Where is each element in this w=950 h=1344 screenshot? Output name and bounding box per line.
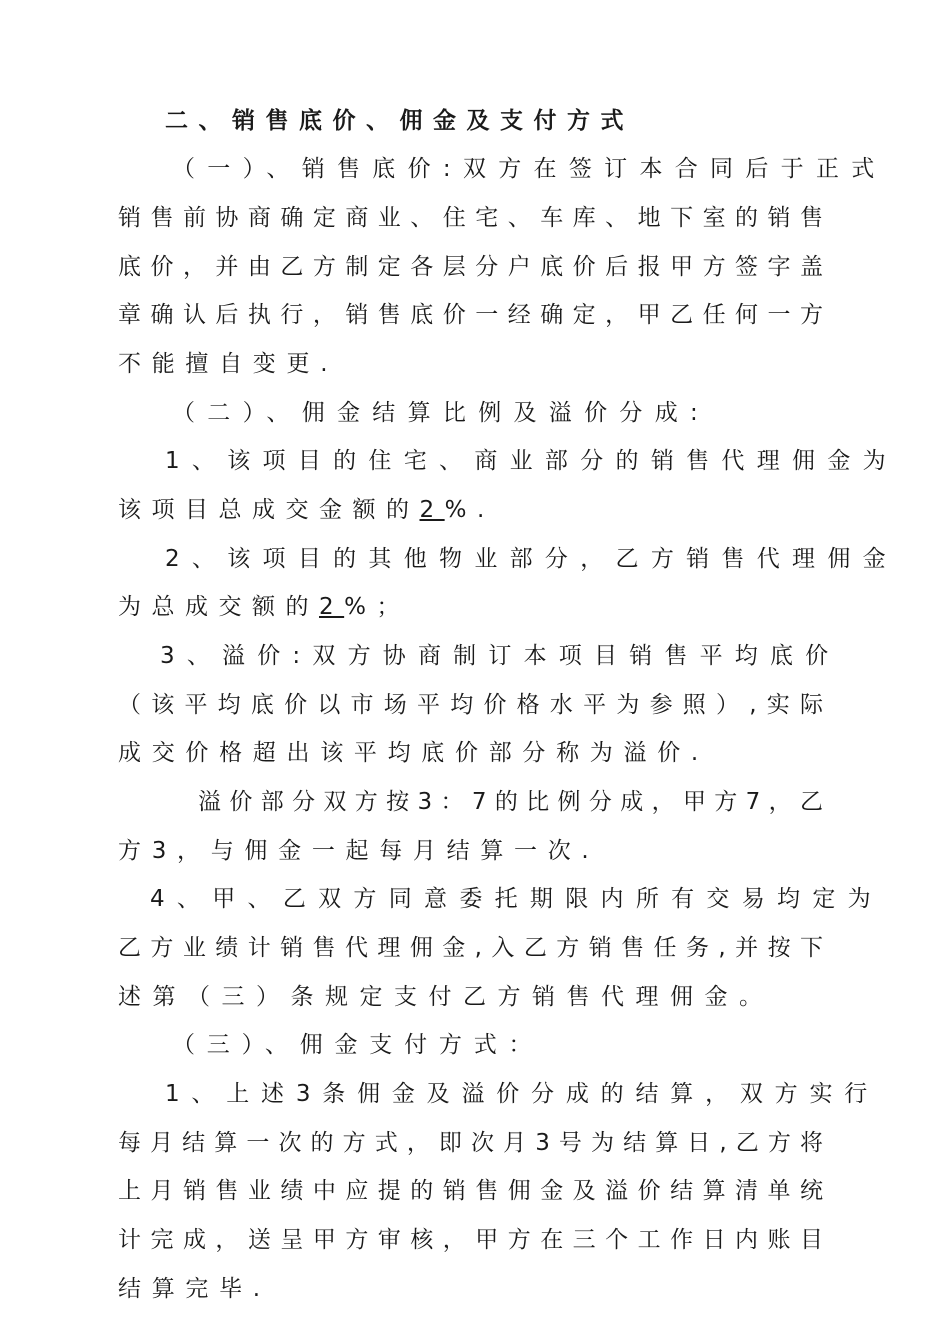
paragraph-line: （该平均底价以市场平均价格水平为参照）,实际	[118, 692, 823, 718]
paragraph-line: 结算完毕.	[118, 1276, 271, 1302]
commission-rate: 2	[419, 497, 445, 523]
paragraph-line: 章确认后执行，销售底价一经确定，甲乙任何一方	[118, 302, 823, 328]
paragraph-line: 上月销售业绩中应提的销售佣金及溢价结算清单统	[118, 1178, 823, 1204]
paragraph-line: 4、甲、乙双方同意委托期限内所有交易均定为	[150, 886, 883, 912]
paragraph-line: 1、该项目的住宅、商业部分的销售代理佣金为	[165, 448, 898, 474]
paragraph-line: 底价，并由乙方制定各层分户底价后报甲方签字盖	[118, 254, 823, 280]
paragraph-line: 不能擅自变更.	[118, 351, 339, 377]
paragraph-line: 2、该项目的其他物业部分，乙方销售代理佣金	[165, 546, 898, 572]
paragraph-line: （一）、销售底价:双方在签订本合同后于正式	[172, 156, 887, 182]
paragraph-line: 计完成，送呈甲方审核，甲方在三个工作日内账目	[118, 1227, 823, 1253]
paragraph-line: 1、上述3条佣金及溢价分成的结算，双方实行	[165, 1081, 880, 1107]
text-segment: 为总成交额的	[118, 594, 319, 620]
paragraph-line	[118, 592, 410, 622]
paragraph-line: 溢价部分双方按3：7的比例分成，甲方7，乙	[198, 789, 823, 815]
paragraph-line	[118, 495, 495, 525]
paragraph-line: 3、溢价:双方协商制订本项目销售平均底价	[160, 643, 841, 669]
subsection-title: （三）、佣金支付方式：	[172, 1032, 544, 1058]
subsection-title: （二）、佣金结算比例及溢价分成:	[172, 400, 711, 426]
commission-rate: 2	[319, 594, 345, 620]
paragraph-line: 每月结算一次的方式，即次月3号为结算日,乙方将	[118, 1130, 823, 1156]
paragraph-line: 成交价格超出该平均底价部分称为溢价.	[118, 740, 709, 766]
text-segment: 该项目总成交金额的	[118, 497, 420, 523]
text-segment: %；	[344, 594, 410, 620]
text-segment: %.	[444, 497, 495, 523]
paragraph-line: 销售前协商确定商业、住宅、车库、地下室的销售	[118, 205, 823, 231]
paragraph-line: 述第（三）条规定支付乙方销售代理佣金。	[118, 984, 774, 1010]
section-heading: 二、销售底价、佣金及支付方式	[165, 108, 634, 134]
paragraph-line: 方3，与佣金一起每月结算一次.	[118, 838, 600, 864]
paragraph-line: 乙方业绩计销售代理佣金,入乙方销售任务,并按下	[118, 935, 823, 961]
